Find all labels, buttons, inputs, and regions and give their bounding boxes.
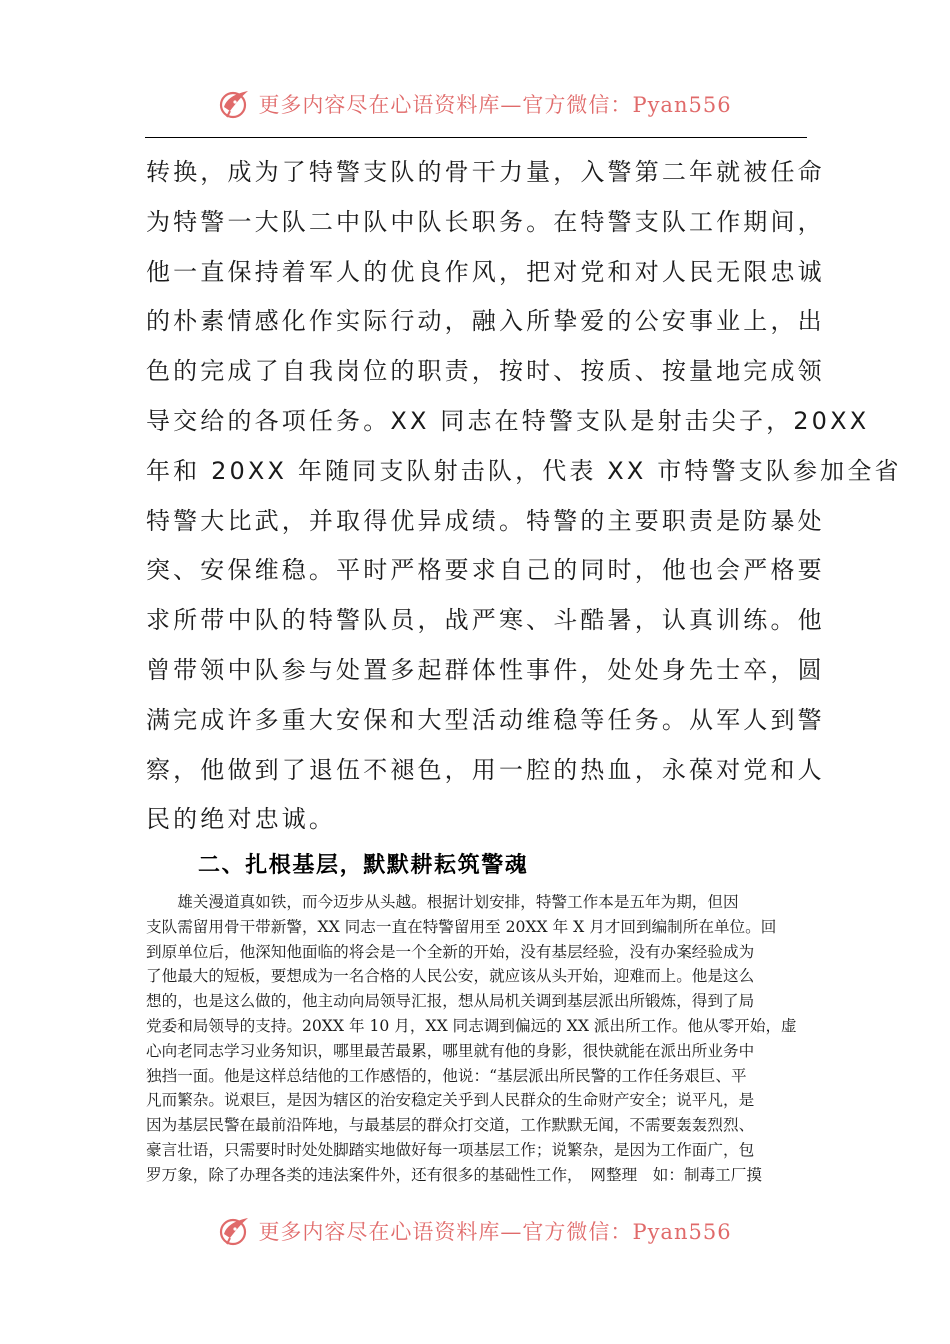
text-line: 的朴素情感化作实际行动，融入所挚爱的公安事业上，出 <box>146 307 825 336</box>
body-paragraph <box>146 148 902 845</box>
text-line: 罗万象，除了办理各类的违法案件外，还有很多的基础性工作， 网整理 如：制毒工厂摸 <box>146 1165 762 1184</box>
text-line: 他一直保持着军人的优良作风，把对党和对人民无限忠诚 <box>146 257 825 286</box>
text-line: 心向老同志学习业务知识，哪里最苦最累，哪里就有他的身影，很快就能在派出所业务中 <box>146 1041 755 1060</box>
text-line: 民的绝对忠诚。 <box>146 805 337 834</box>
text-line: 导交给的各项任务。XX 同志在特警支队是射击尖子，20XX <box>146 406 870 435</box>
text-line: 因为基层民警在最前沿阵地，与最基层的群众打交道，工作默默无闻，不需要轰轰烈烈、 <box>146 1116 755 1135</box>
text-line: 雄关漫道真如铁，而今迈步从头越。根据计划安排，特警工作本是五年为期，但因 <box>146 893 739 911</box>
text-line: 豪言壮语，只需要时时处处脚踏实地做好每一项基层工作；说繁杂，是因为工作面广，包 <box>146 1140 755 1159</box>
pen-nib-logo-icon <box>218 87 252 121</box>
text-line: 独挡一面。他是这样总结他的工作感悟的，他说：“基层派出所民警的工作任务艰巨、平 <box>146 1066 747 1085</box>
text-line: 察，他做到了退伍不褪色，用一腔的热血，永葆对党和人 <box>146 755 825 784</box>
section-heading: 二、扎根基层，默默耕耘筑警魂 <box>198 853 529 878</box>
text-line: 想的，也是这么做的，他主动向局领导汇报，想从局机关调到基层派出所锻炼，得到了局 <box>146 992 755 1011</box>
text-line: 支队需留用骨干带新警，XX 同志一直在特警留用至 20XX 年 X 月才回到编制所在单位。回 <box>146 917 777 936</box>
header-divider <box>145 137 807 138</box>
text-line: 了他最大的短板，要想成为一名合格的人民公安，就应该从头开始，迎难而上。他是这么 <box>146 967 755 986</box>
watermark-banner-top <box>0 82 950 126</box>
wechat-id: Pyan556 <box>632 1220 732 1244</box>
text-line: 转换，成为了特警支队的骨干力量，入警第二年就被任命 <box>146 158 825 186</box>
text-line: 求所带中队的特警队员，战严寒、斗酷暑，认真训练。他 <box>146 606 825 635</box>
text-line: 曾带领中队参与处置多起群体性事件，处处身先士卒，圆 <box>146 655 825 684</box>
text-line: 凡而繁杂。说艰巨，是因为辖区的治安稳定关乎到人民群众的生命财产安全；说平凡，是 <box>146 1091 755 1110</box>
text-line: 党委和局领导的支持。20XX 年 10 月，XX 同志调到偏远的 XX 派出所工作。他从零开始，虚 <box>146 1016 797 1035</box>
banner-text: 更多内容尽在心语资料库—官方微信：Pyan556 <box>258 1220 732 1244</box>
pen-nib-logo-icon <box>218 1214 252 1248</box>
text-line: 特警大比武，并取得优异成绩。特警的主要职责是防暴处 <box>146 506 825 535</box>
text-line: 为特警一大队二中队中队长职务。在特警支队工作期间， <box>146 207 825 236</box>
banner-text: 更多内容尽在心语资料库—官方微信：Pyan556 <box>258 93 732 117</box>
section-paragraph <box>146 890 808 1188</box>
text-line: 满完成许多重大安保和大型活动维稳等任务。从军人到警 <box>146 705 825 734</box>
text-line: 突、安保维稳。平时严格要求自己的同时，他也会严格要 <box>146 556 825 585</box>
text-line: 到原单位后，他深知他面临的将会是一个全新的开始，没有基层经验，没有办案经验成为 <box>146 942 755 961</box>
text-line: 色的完成了自我岗位的职责，按时、按质、按量地完成领 <box>146 357 825 386</box>
watermark-banner-bottom <box>0 1209 950 1253</box>
text-line: 年和 20XX 年随同支队射击队，代表 XX 市特警支队参加全省 <box>146 456 902 485</box>
wechat-id: Pyan556 <box>632 93 732 117</box>
